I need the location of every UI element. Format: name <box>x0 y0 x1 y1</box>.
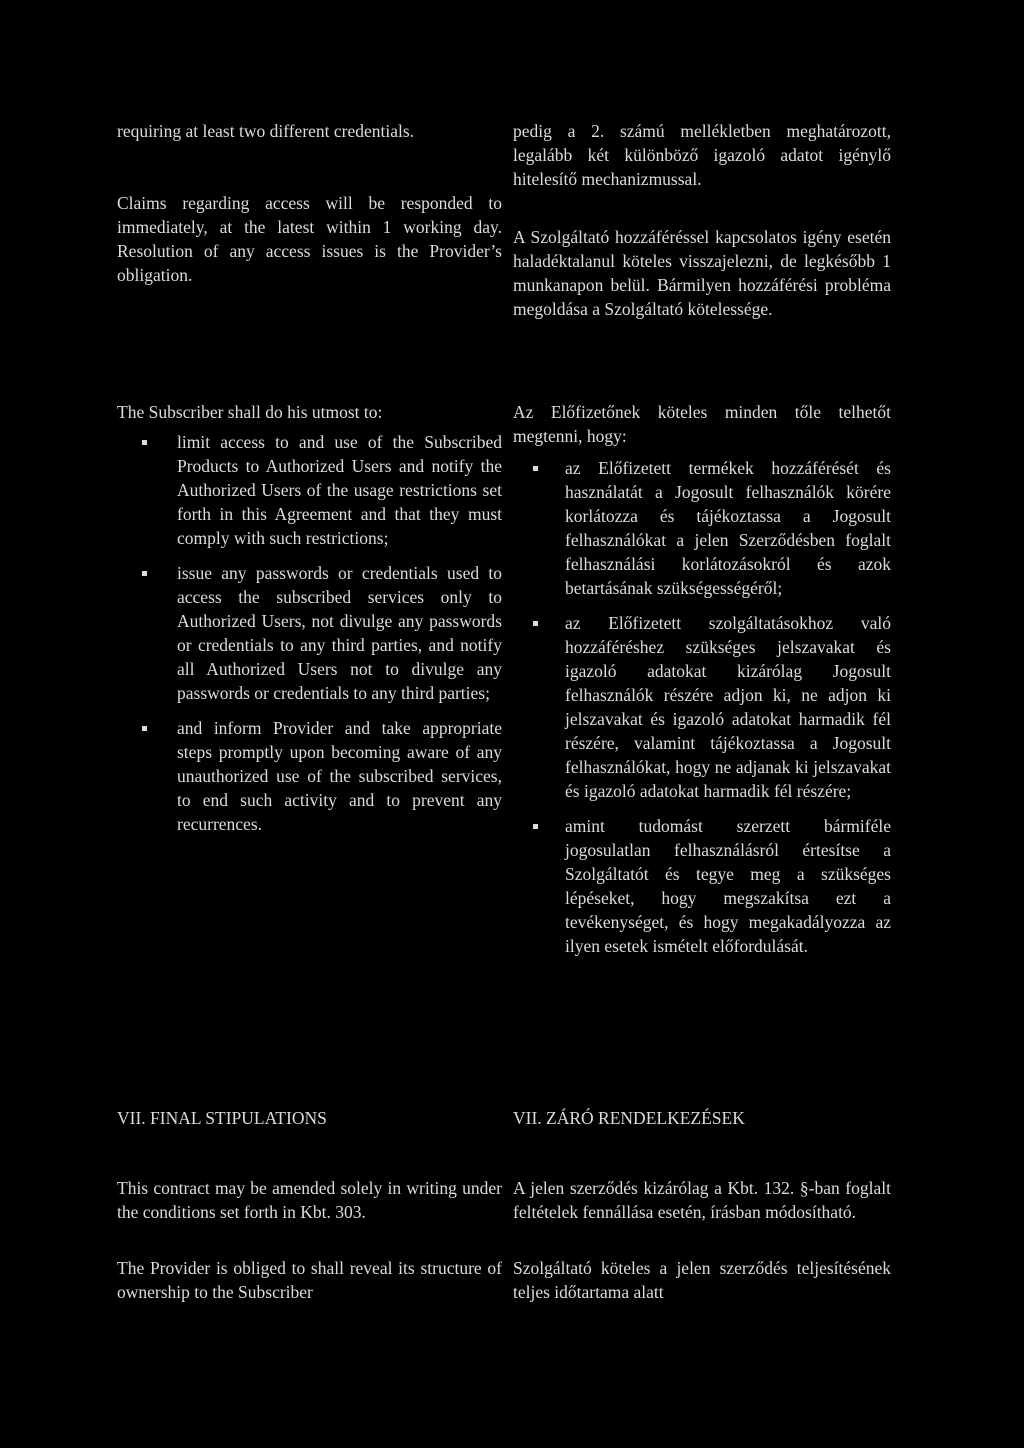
en-section-heading: VII. FINAL STIPULATIONS <box>117 1108 327 1128</box>
hu-ownership-paragraph: Szolgáltató köteles a jelen szerződés teljesítésének teljes időtartama alatt <box>513 1258 891 1302</box>
hu-obligations-list <box>513 456 891 958</box>
en-obligations-list <box>117 430 502 836</box>
en-ownership-block <box>117 1256 502 1304</box>
bullet-icon <box>533 824 538 829</box>
list-item-text: az Előfizetett szolgáltatásokhoz való hozzáféréshez szükséges jelszavakat és igazoló adatokat kizárólag Jogosult felhasználók részére adjon ki, ne adjon ki jelszavakat és igazoló adatokat harmadik fél részére, valamint tájékoztassa a Jogosult felhasználókat, hogy ne adjanak ki jelszavakat és igazoló adatokat harmadik fél részére; <box>565 613 891 801</box>
list-item-text: amint tudomást szerzett bármiféle jogosulatlan felhasználásról értesítse a Szolgáltatót és tegye meg a szükséges lépéseket, hogy megszakítsa ezt a tevékenységet, és hogy megakadályozza az ilyen esetek ismételt előfordulását. <box>565 816 891 956</box>
bullet-icon <box>142 571 147 576</box>
hu-top-line-block <box>513 119 891 191</box>
bullet-icon <box>142 726 147 731</box>
en-top-line-block <box>117 119 502 143</box>
list-item <box>117 716 502 836</box>
en-top-line: requiring at least two different credentials. <box>117 121 415 141</box>
hu-subscriber-section <box>513 400 891 958</box>
list-item <box>117 430 502 550</box>
list-item-text: and inform Provider and take appropriate steps promptly upon becoming aware of any unauthorized use of the subscribed services, to end such activity and to prevent any recurrences. <box>177 718 502 834</box>
hu-top-line: pedig a 2. számú mellékletben meghatározott, legalább két különböző igazoló adatot igénylő hitelesítő mechanizmussal. <box>513 121 891 189</box>
list-item <box>513 814 891 958</box>
en-ownership-paragraph: The Provider is obliged to shall reveal its structure of ownership to the Subscriber <box>117 1258 502 1302</box>
hu-amendment-block <box>513 1176 891 1224</box>
en-amendment-block <box>117 1176 502 1224</box>
list-item <box>117 561 502 705</box>
hu-section-heading: VII. ZÁRÓ RENDELKEZÉSEK <box>513 1108 745 1128</box>
list-item-text: az Előfizetett termékek hozzáférését és használatát a Jogosult felhasználók körére korlátozza és tájékoztassa a Jogosult felhasználókat a jelen Szerződésben foglalt felhasználási korlátozásokról és azok betartásának szükségességéről; <box>565 458 891 598</box>
bullet-icon <box>533 621 538 626</box>
en-subscriber-section <box>117 400 502 836</box>
list-item-text: limit access to and use of the Subscribed Products to Authorized Users and notify the Authorized Users of the usage restrictions set forth in this Agreement and that they must comply with such restrictions; <box>177 432 502 548</box>
list-item <box>513 611 891 803</box>
hu-claims-block <box>513 225 891 321</box>
list-item-text: issue any passwords or credentials used to access the subscribed services only to Authorized Users, not divulge any passwords or credentials to any third parties, and notify all Authorized Users not to divulge any passwords or credentials to any third parties; <box>177 563 502 703</box>
hu-amendment-paragraph: A jelen szerződés kizárólag a Kbt. 132. §-ban foglalt feltételek fennállása esetén, írásban módosítható. <box>513 1178 891 1222</box>
list-item <box>513 456 891 600</box>
en-claims-block <box>117 191 502 287</box>
en-subscriber-intro: The Subscriber shall do his utmost to: <box>117 402 383 422</box>
hu-claims-paragraph: A Szolgáltató hozzáféréssel kapcsolatos igény esetén haladéktalanul köteles visszajelezni, de legkésőbb 1 munkanapon belül. Bármilyen hozzáférési probléma megoldása a Szolgáltató kötelessége. <box>513 227 891 319</box>
bullet-icon <box>533 466 538 471</box>
en-claims-paragraph: Claims regarding access will be responded to immediately, at the latest within 1 working day. Resolution of any access issues is the Provider’s obligation. <box>117 193 502 285</box>
hu-subscriber-intro: Az Előfizetőnek köteles minden tőle telhetőt megtenni, hogy: <box>513 402 891 446</box>
hu-ownership-block <box>513 1256 891 1304</box>
bullet-icon <box>142 440 147 445</box>
en-amendment-paragraph: This contract may be amended solely in writing under the conditions set forth in Kbt. 303. <box>117 1178 502 1222</box>
